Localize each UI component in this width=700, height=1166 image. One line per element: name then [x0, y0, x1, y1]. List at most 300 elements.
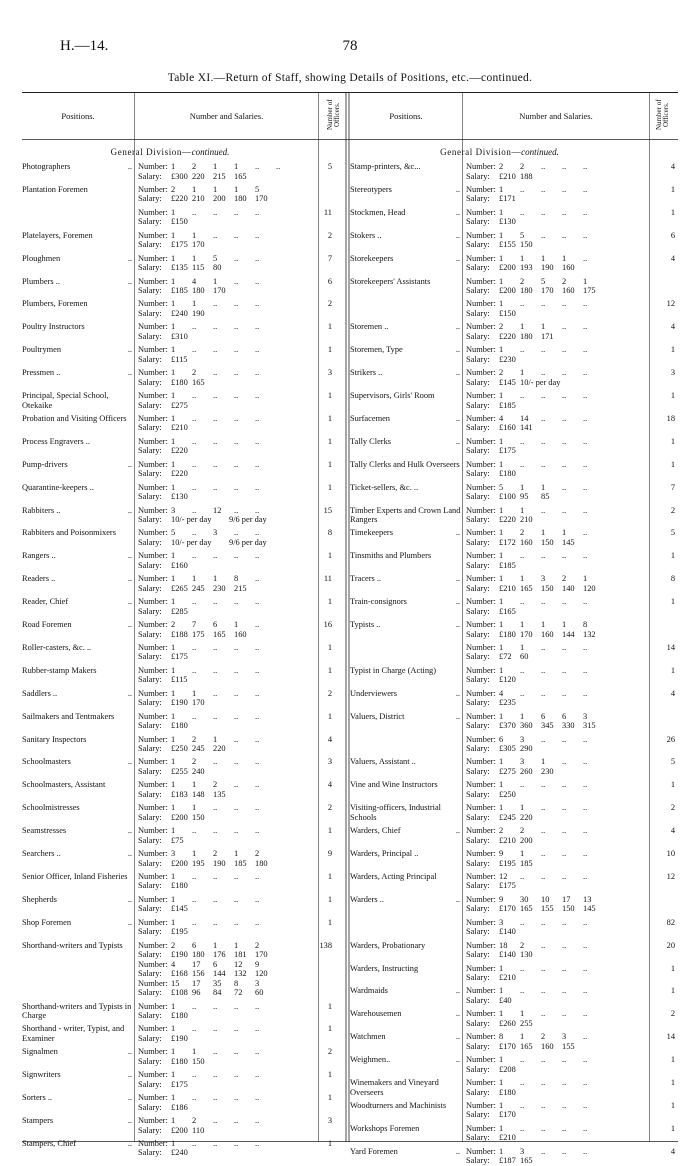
row-label: Number: — [138, 276, 168, 286]
value-cell: 2 — [192, 1116, 197, 1125]
officer-count: 1 — [327, 1001, 332, 1011]
value-cell: .. — [541, 849, 546, 858]
row-label: Number: — [138, 1001, 168, 1011]
position-title — [350, 964, 462, 974]
salary-line — [466, 1042, 604, 1052]
leader-dots: .. — [127, 597, 132, 607]
value-cell: .. — [541, 299, 546, 309]
value-cell: £168 — [171, 969, 188, 979]
value-cell: 1 — [192, 299, 197, 309]
number-salary-block — [138, 895, 276, 914]
position-title — [22, 918, 134, 928]
division-header-left — [22, 147, 318, 159]
number-line — [466, 574, 604, 584]
value-cell: 1 — [499, 665, 504, 675]
value-cell: .. — [583, 986, 588, 996]
number-salary-block — [138, 254, 276, 273]
number-line — [466, 986, 604, 996]
officer-count: 2 — [670, 803, 675, 813]
position-label: Warders, Instructing — [350, 963, 419, 973]
position-label: Signwriters — [22, 1070, 61, 1080]
value-cell: .. — [562, 482, 567, 492]
value-cell: £210 — [499, 973, 516, 982]
value-cell: 1 — [213, 162, 218, 171]
value-cell: 2 — [171, 940, 176, 950]
value-cell: 6 — [213, 959, 218, 969]
number-salary-block — [138, 574, 276, 593]
value-cell: 14 — [520, 413, 529, 423]
row-label: Salary: — [466, 721, 490, 731]
leader-dots: .. — [455, 207, 460, 217]
value-cell: .. — [213, 1138, 218, 1148]
row-label: Number: — [466, 849, 496, 858]
value-cell: 1 — [541, 253, 546, 263]
row-label: Number: — [466, 528, 496, 538]
position-title — [22, 162, 134, 172]
row-label: Number: — [466, 391, 496, 400]
value-cell: 17 — [562, 894, 571, 904]
value-cell: .. — [583, 162, 588, 171]
salary-line — [138, 469, 276, 479]
leader-dots: .. — [127, 368, 132, 378]
value-cell: 1 — [541, 322, 546, 332]
value-cell: £210 — [499, 171, 516, 181]
value-cell: 9 — [255, 959, 260, 969]
officer-count: 18 — [666, 413, 675, 423]
value-cell: 1 — [541, 757, 546, 767]
value-cell: .. — [583, 1100, 588, 1110]
position-label: Shorthand-writers and Typists — [22, 940, 123, 950]
number-salary-block — [138, 849, 276, 868]
number-line — [466, 1078, 604, 1088]
row-label: Number: — [466, 322, 496, 332]
value-cell: .. — [213, 230, 218, 240]
number-line — [138, 551, 276, 561]
position-label: Tinsmiths and Plumbers — [350, 551, 432, 561]
officer-count: 1 — [327, 413, 332, 423]
number-salary-block — [466, 506, 604, 525]
leader-dots: .. — [127, 574, 132, 584]
number-line — [138, 460, 276, 470]
leader-dots: .. — [455, 1009, 460, 1019]
row-label: Number: — [466, 482, 496, 492]
number-salary-block — [138, 299, 276, 318]
row-label: Number: — [138, 207, 168, 217]
table-row — [350, 368, 678, 387]
value-cell: £200 — [171, 858, 188, 868]
leader-dots: .. — [455, 574, 460, 584]
value-cell: 1 — [520, 1032, 525, 1042]
officer-count: 1 — [327, 711, 332, 721]
salary-line — [138, 561, 276, 571]
division-label: General Division— — [110, 147, 192, 157]
value-cell: 360 — [520, 721, 533, 731]
value-cell: 2 — [562, 574, 567, 584]
row-label: Number: — [138, 551, 168, 561]
salary-line — [466, 217, 604, 227]
value-cell: 1 — [520, 482, 525, 492]
row-label: Number: — [138, 1070, 168, 1080]
row-label: Number: — [138, 849, 168, 858]
value-cell: £145 — [171, 904, 188, 914]
value-cell: .. — [520, 780, 525, 790]
division-suffix: continued. — [521, 147, 559, 157]
value-cell: 185 — [234, 858, 247, 868]
officer-count: 3 — [327, 1116, 332, 1125]
value-cell: .. — [213, 1001, 218, 1011]
value-cell: 170 — [255, 194, 268, 204]
value-cell: .. — [255, 826, 260, 836]
officer-count: 4 — [670, 253, 675, 263]
value-cell: .. — [255, 1047, 260, 1057]
value-cell: .. — [234, 780, 239, 790]
number-line — [138, 368, 276, 378]
value-cell: 170 — [541, 286, 554, 295]
value-cell: .. — [234, 1138, 239, 1148]
number-line — [466, 162, 604, 172]
number-salary-block — [466, 895, 604, 914]
value-cell: .. — [562, 391, 567, 400]
officer-count: 1 — [327, 1024, 332, 1034]
value-cell: .. — [562, 963, 567, 973]
value-cell: £160 — [171, 560, 188, 570]
number-salary-block — [466, 299, 604, 318]
number-line — [466, 231, 604, 241]
table-row — [22, 735, 346, 754]
position-label: Winemakers and Vineyard Overseers — [350, 1078, 439, 1097]
value-cell: 188 — [520, 171, 533, 181]
value-cell: £108 — [171, 988, 188, 998]
leader-dots: .. — [455, 528, 460, 538]
value-cell: .. — [583, 184, 588, 194]
value-cell: 200 — [213, 194, 226, 204]
value-cell: .. — [583, 505, 588, 515]
row-label: Number: — [138, 959, 168, 969]
position-title — [22, 666, 134, 676]
position-label: Workshops Foremen — [350, 1123, 420, 1133]
value-cell: .. — [583, 345, 588, 355]
value-cell: £285 — [171, 606, 188, 616]
value-cell: 215 — [234, 583, 247, 593]
value-cell: 1 — [499, 253, 504, 263]
value-cell: .. — [192, 1138, 197, 1148]
value-cell: £300 — [171, 171, 188, 181]
value-cell: .. — [541, 1009, 546, 1019]
value-cell: .. — [255, 276, 260, 286]
position-title — [22, 689, 134, 699]
value-cell: .. — [562, 230, 567, 240]
position-label: Valuers, District — [350, 711, 405, 721]
value-cell: .. — [541, 940, 546, 950]
division-header-right — [350, 147, 649, 159]
position-title — [22, 1070, 134, 1080]
value-cell: 1 — [499, 757, 504, 767]
value-cell: £155 — [499, 240, 516, 250]
row-label: Salary: — [138, 492, 162, 502]
row-label: Salary: — [138, 286, 162, 295]
value-cell: 1 — [520, 1009, 525, 1019]
salary-line — [466, 721, 604, 731]
value-cell: 1 — [171, 711, 176, 721]
row-label: Salary: — [138, 400, 162, 410]
row-label: Salary: — [138, 927, 162, 937]
position-title — [22, 849, 134, 859]
value-cell: £175 — [499, 881, 516, 891]
value-cell: £220 — [499, 331, 516, 341]
officer-count: 2 — [327, 299, 332, 309]
value-cell: 4 — [499, 413, 504, 423]
leader-dots: .. — [455, 986, 460, 996]
row-label: Number: — [138, 253, 168, 263]
value-cell: 1 — [234, 620, 239, 629]
position-label: Platelayers, Foremen — [22, 230, 93, 240]
position-label: Poultry Instructors — [22, 322, 85, 332]
value-cell: .. — [562, 299, 567, 309]
row-label: Salary: — [466, 858, 490, 868]
value-cell: 245 — [192, 583, 205, 593]
salary-line — [138, 988, 276, 998]
position-label: Train-consignors — [350, 597, 407, 607]
value-cell: .. — [583, 940, 588, 950]
value-cell: £180 — [171, 1011, 188, 1020]
number-line — [466, 757, 604, 767]
row-label: Number: — [466, 551, 496, 561]
officer-count: 1 — [327, 391, 332, 400]
number-line — [138, 528, 287, 538]
row-label: Number: — [138, 1093, 168, 1103]
value-cell: .. — [541, 162, 546, 171]
value-cell: 8 — [234, 574, 239, 584]
row-label: Number: — [138, 734, 168, 744]
leader-dots: .. — [455, 253, 460, 263]
officer-count: 1 — [670, 665, 675, 675]
position-label: Shorthand-writers and Typists in Charge — [22, 1001, 132, 1020]
value-cell: .. — [562, 803, 567, 813]
number-salary-block — [466, 735, 604, 754]
leader-dots: .. — [127, 1138, 132, 1148]
value-cell: 176 — [213, 950, 226, 960]
value-cell: 18 — [499, 940, 508, 950]
value-cell: 165 — [520, 1156, 533, 1166]
value-cell: .. — [192, 1001, 197, 1011]
officer-count: 4 — [670, 162, 675, 171]
row-label: Number: — [138, 574, 168, 584]
leader-dots: .. — [127, 894, 132, 904]
number-line — [466, 735, 604, 745]
salaries-header-left: Number and Salaries. — [189, 111, 264, 121]
value-cell: £175 — [171, 240, 188, 250]
value-cell: .. — [541, 986, 546, 996]
value-cell: .. — [583, 230, 588, 240]
row-label: Salary: — [138, 1011, 162, 1020]
number-line — [466, 368, 604, 378]
value-cell: .. — [234, 299, 239, 309]
value-cell: .. — [255, 505, 260, 515]
officer-count: 3 — [327, 757, 332, 767]
value-cell: .. — [234, 734, 239, 744]
officer-count: 4 — [670, 322, 675, 332]
value-cell: .. — [213, 299, 218, 309]
position-title — [22, 620, 134, 630]
position-title — [22, 712, 134, 722]
value-cell: 1 — [171, 1001, 176, 1011]
value-cell: 3 — [171, 505, 176, 515]
salary-line — [138, 836, 276, 846]
value-cell: .. — [213, 322, 218, 332]
value-cell: 2 — [171, 184, 176, 194]
value-cell: £185 — [499, 560, 516, 570]
value-cell: 3 — [520, 1146, 525, 1156]
value-cell: 1 — [171, 322, 176, 332]
value-cell: 1 — [499, 276, 504, 286]
table-row — [22, 643, 346, 662]
value-cell: 13 — [583, 894, 592, 904]
number-line — [138, 895, 276, 905]
table-row — [350, 918, 678, 937]
value-cell: .. — [192, 871, 197, 881]
value-cell: 171 — [541, 331, 554, 341]
value-cell: 1 — [499, 780, 504, 790]
position-label: Warders, Chief — [350, 826, 401, 836]
row-label: Number: — [138, 345, 168, 355]
value-cell: 3 — [583, 711, 588, 721]
value-cell: 150 — [562, 904, 575, 914]
position-title — [22, 437, 134, 447]
position-label: Plumbers, Foremen — [22, 299, 88, 309]
value-cell: .. — [234, 803, 239, 813]
officer-count: 1 — [327, 1093, 332, 1103]
value-cell: .. — [192, 528, 197, 538]
value-cell: 5 — [520, 230, 525, 240]
table-row — [350, 895, 678, 914]
row-label: Number: — [138, 1116, 168, 1125]
row-label: Number: — [466, 574, 496, 584]
row-label: Salary: — [138, 377, 162, 387]
value-cell: 144 — [213, 969, 226, 979]
number-salary-block — [138, 1070, 276, 1089]
number-line — [466, 414, 604, 424]
row-label: Salary: — [138, 675, 162, 685]
value-cell: £171 — [499, 194, 516, 204]
position-label: Pressmen .. — [22, 368, 61, 378]
row-label: Salary: — [138, 766, 162, 776]
number-salary-block — [138, 437, 276, 456]
row-label: Number: — [466, 871, 496, 881]
row-label: Number: — [138, 505, 168, 515]
value-cell: 84 — [213, 988, 222, 998]
value-cell: £130 — [499, 217, 516, 227]
value-cell: 1 — [499, 574, 504, 584]
number-salary-block — [138, 231, 276, 250]
row-label: Salary: — [138, 1148, 162, 1158]
value-cell: £180 — [499, 469, 516, 479]
value-cell: 1 — [499, 620, 504, 629]
row-label: Number: — [138, 322, 168, 332]
number-line — [138, 391, 276, 401]
row-label: Salary: — [466, 927, 490, 937]
table-row — [22, 162, 346, 181]
value-cell: .. — [213, 894, 218, 904]
number-line — [138, 483, 276, 493]
row-label: Number: — [466, 711, 496, 721]
leader-dots: .. — [127, 849, 132, 858]
officer-count: 1 — [327, 551, 332, 561]
value-cell: .. — [562, 940, 567, 950]
value-cell: 3 — [562, 1032, 567, 1042]
number-line — [138, 803, 276, 813]
value-cell: 1 — [171, 230, 176, 240]
value-cell: 115 — [192, 263, 205, 273]
number-line — [138, 1070, 276, 1080]
salary-line — [138, 263, 276, 273]
number-salary-block — [466, 437, 604, 456]
value-cell: 1 — [171, 391, 176, 400]
table-row — [350, 643, 678, 662]
number-line — [138, 208, 276, 218]
officer-count: 4 — [670, 688, 675, 698]
salary-line — [466, 515, 604, 525]
number-salary-block — [466, 826, 604, 845]
position-label: Stokers .. — [350, 230, 382, 240]
value-cell: .. — [520, 1123, 525, 1133]
row-label: Salary: — [138, 171, 162, 181]
table-row — [22, 826, 346, 845]
row-label: Salary: — [466, 400, 490, 410]
number-line — [138, 414, 276, 424]
value-cell: .. — [520, 917, 525, 927]
number-line — [466, 964, 604, 974]
value-cell: 1 — [171, 276, 176, 286]
value-cell: .. — [234, 459, 239, 469]
staff-table — [22, 92, 678, 1166]
value-cell: 4 — [171, 959, 176, 969]
row-label: Salary: — [138, 583, 162, 593]
value-cell: £100 — [499, 492, 516, 502]
value-cell: .. — [562, 734, 567, 744]
value-cell: 9/6 per day — [229, 515, 267, 524]
row-label: Salary: — [466, 995, 490, 1005]
number-salary-block — [138, 1024, 276, 1043]
value-cell: £265 — [171, 583, 188, 593]
value-cell: .. — [234, 826, 239, 836]
value-cell: .. — [541, 803, 546, 813]
leader-dots: .. — [127, 1047, 132, 1057]
value-cell: 1 — [499, 207, 504, 217]
position-title — [350, 826, 462, 836]
value-cell: .. — [234, 1093, 239, 1103]
officer-count: 1 — [670, 207, 675, 217]
leader-dots: .. — [455, 894, 460, 904]
value-cell: 220 — [213, 744, 226, 753]
value-cell: 1 — [171, 574, 176, 584]
table-row — [350, 941, 678, 960]
row-label: Salary: — [466, 560, 490, 570]
salary-line — [138, 950, 276, 960]
position-label: Sorters .. — [22, 1093, 53, 1103]
officer-count: 1 — [670, 436, 675, 446]
value-cell: .. — [583, 391, 588, 400]
table-row — [350, 689, 678, 708]
officer-count: 5 — [670, 528, 675, 538]
number-line — [466, 185, 604, 195]
value-cell: .. — [583, 1146, 588, 1156]
position-title — [350, 1032, 462, 1042]
number-line — [466, 460, 604, 470]
number-line — [138, 322, 276, 332]
number-line — [138, 437, 276, 447]
row-label: Number: — [138, 620, 168, 629]
value-cell: 230 — [213, 583, 226, 593]
